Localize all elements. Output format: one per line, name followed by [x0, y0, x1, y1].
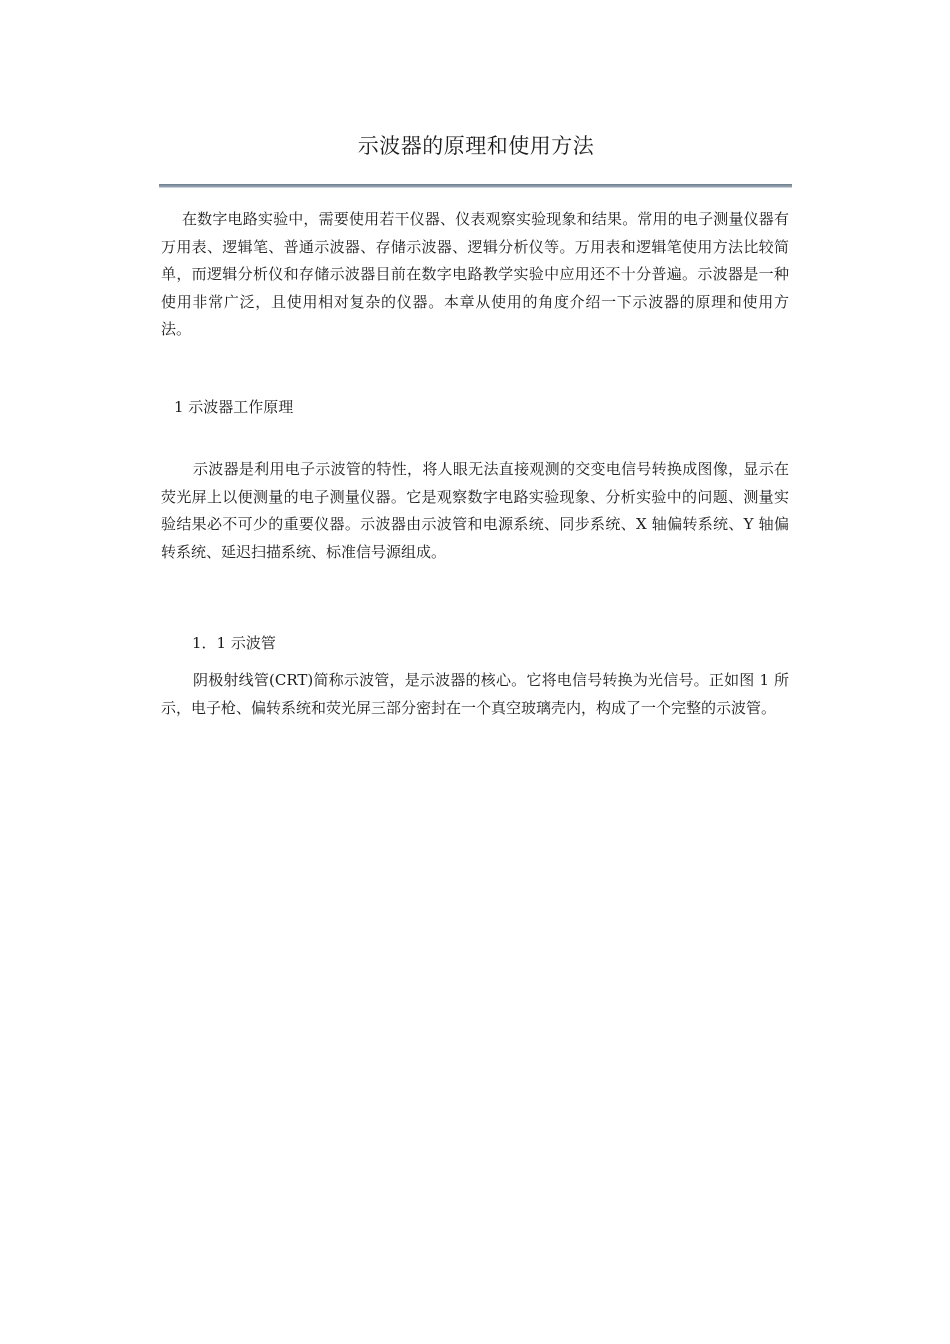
subsection-heading-1-1: 1．1 示波管: [192, 634, 276, 652]
section-heading-1: 1 示波器工作原理: [174, 398, 294, 416]
section-1-paragraph: 示波器是利用电子示波管的特性，将人眼无法直接观测的交变电信号转换成图像，显示在荧光屏上以便测量的电子测量仪器。它是观察数字电路实验现象、分析实验中的问题、测量实验结果必不可少的重要仪器。示波器由示波管和电源系统、同步系统、X 轴偏转系统、Y 轴偏转系统、延迟扫描系统、标准信号源组成。: [161, 460, 789, 561]
intro-paragraph: 在数字电路实验中，需要使用若干仪器、仪表观察实验现象和结果。常用的电子测量仪器有万用表、逻辑笔、普通示波器、存储示波器、逻辑分析仪等。万用表和逻辑笔使用方法比较简单，而逻辑分析仪和存储示波器目前在数字电路教学实验中应用还不十分普遍。示波器是一种使用非常广泛，且使用相对复杂的仪器。本章从使用的角度介绍一下示波器的原理和使用方法。: [161, 210, 789, 339]
title-divider: [159, 184, 792, 188]
subsection-1-1-paragraph: 阴极射线管(CRT)简称示波管，是示波器的核心。它将电信号转换为光信号。正如图 1 所示，电子枪、偏转系统和荧光屏三部分密封在一个真空玻璃壳内，构成了一个完整的示波管。: [161, 671, 789, 717]
document-title: 示波器的原理和使用方法: [357, 134, 595, 158]
